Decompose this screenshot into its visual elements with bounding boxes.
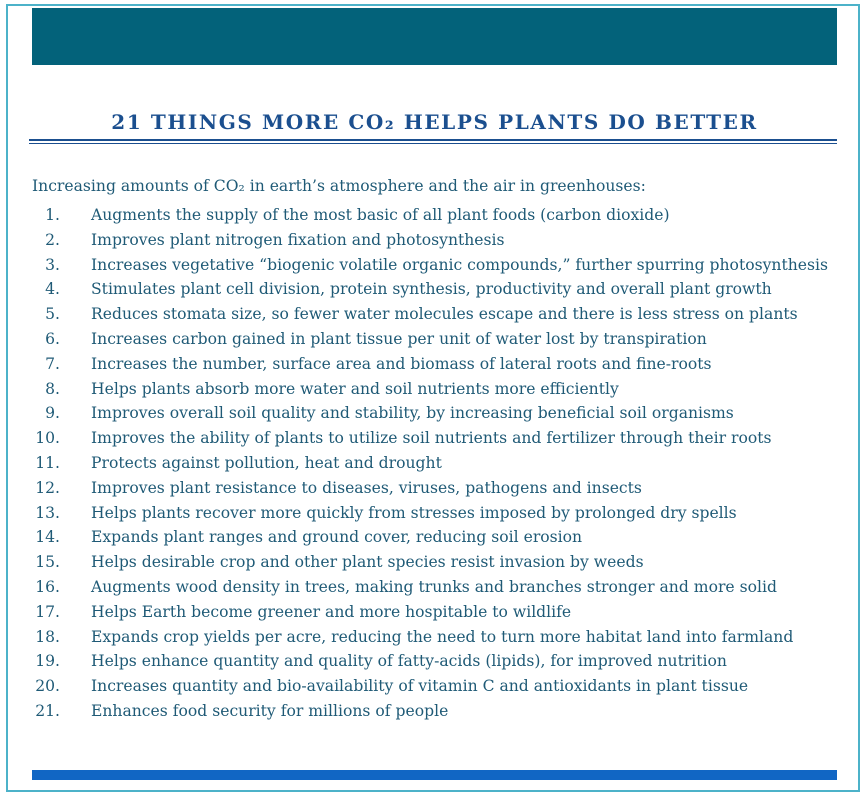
list-item-text: Improves plant resistance to diseases, viruses, pathogens and insects bbox=[91, 478, 642, 497]
list-item bbox=[32, 253, 842, 278]
list-item-number: 16. bbox=[35, 577, 60, 596]
list-item-number: 5. bbox=[45, 305, 60, 324]
list-item bbox=[32, 401, 842, 426]
title-divider-thin bbox=[29, 143, 837, 144]
list-item-number: 10. bbox=[35, 429, 60, 448]
list-item-text: Helps desirable crop and other plant species resist invasion by weeds bbox=[91, 553, 644, 572]
list-item-text: Improves plant nitrogen fixation and photosynthesis bbox=[91, 230, 505, 249]
list-item-number: 20. bbox=[35, 677, 60, 696]
list-item-number: 15. bbox=[35, 553, 60, 572]
list-item-number: 13. bbox=[35, 503, 60, 522]
list-item-text: Helps enhance quantity and quality of fatty-acids (lipids), for improved nutrition bbox=[91, 652, 727, 671]
list-item bbox=[32, 674, 842, 699]
list-item-number: 9. bbox=[45, 404, 60, 423]
list-item bbox=[32, 699, 842, 724]
list-item bbox=[32, 377, 842, 402]
list-item bbox=[32, 625, 842, 650]
list-item-number: 11. bbox=[35, 453, 60, 472]
list-item bbox=[32, 228, 842, 253]
list-item-text: Expands plant ranges and ground cover, reducing soil erosion bbox=[91, 528, 583, 547]
list-item-text: Increases quantity and bio-availability of vitamin C and antioxidants in plant tissue bbox=[91, 677, 749, 696]
list-item bbox=[32, 352, 842, 377]
list-item bbox=[32, 600, 842, 625]
benefits-list bbox=[32, 203, 842, 724]
list-item bbox=[32, 451, 842, 476]
list-item-text: Helps plants recover more quickly from stresses imposed by prolonged dry spells bbox=[91, 503, 737, 522]
list-item bbox=[32, 277, 842, 302]
list-item-number: 6. bbox=[45, 329, 60, 348]
list-item-text: Increases vegetative “biogenic volatile organic compounds,” further spurring photosynthesis bbox=[91, 255, 828, 274]
list-item-number: 8. bbox=[45, 379, 60, 398]
list-item-text: Enhances food security for millions of people bbox=[91, 701, 449, 720]
list-item-text: Augments the supply of the most basic of all plant foods (carbon dioxide) bbox=[91, 206, 670, 224]
list-item-text: Helps plants absorb more water and soil nutrients more efficiently bbox=[91, 379, 619, 398]
list-item-number: 19. bbox=[35, 652, 60, 671]
list-item-number: 4. bbox=[45, 280, 60, 299]
list-item bbox=[32, 203, 842, 228]
list-item-text: Increases carbon gained in plant tissue per unit of water lost by transpiration bbox=[91, 329, 707, 348]
list-item bbox=[32, 525, 842, 550]
list-item-text: Increases the number, surface area and biomass of lateral roots and fine-roots bbox=[91, 354, 712, 373]
list-item-text: Reduces stomata size, so fewer water molecules escape and there is less stress on plants bbox=[91, 305, 798, 324]
list-item-text: Augments wood density in trees, making trunks and branches stronger and more solid bbox=[91, 577, 777, 596]
list-item bbox=[32, 476, 842, 501]
page-title: 21 THINGS MORE CO₂ HELPS PLANTS DO BETTER bbox=[111, 110, 758, 134]
list-item-text: Stimulates plant cell division, protein synthesis, productivity and overall plant growth bbox=[91, 280, 772, 299]
list-item bbox=[32, 327, 842, 352]
header-band bbox=[32, 8, 837, 65]
list-item-number: 21. bbox=[35, 701, 60, 720]
list-item bbox=[32, 302, 842, 327]
list-item bbox=[32, 550, 842, 575]
list-item-number: 3. bbox=[45, 255, 60, 274]
intro-text: Increasing amounts of CO₂ in earth’s atmosphere and the air in greenhouses: bbox=[32, 177, 646, 195]
list-item bbox=[32, 501, 842, 526]
list-item bbox=[32, 426, 842, 451]
title-divider bbox=[29, 139, 837, 141]
list-item bbox=[32, 649, 842, 674]
footer-bar bbox=[32, 770, 837, 780]
list-item-text: Improves the ability of plants to utilize soil nutrients and fertilizer through their roots bbox=[91, 429, 772, 448]
list-item-number: 14. bbox=[35, 528, 60, 547]
list-item-text: Improves overall soil quality and stability, by increasing beneficial soil organisms bbox=[91, 404, 734, 423]
list-item-text: Expands crop yields per acre, reducing the need to turn more habitat land into farmland bbox=[91, 627, 794, 646]
list-item-number: 18. bbox=[35, 627, 60, 646]
list-item bbox=[32, 575, 842, 600]
list-item-number: 2. bbox=[45, 230, 60, 249]
list-item-number: 12. bbox=[35, 478, 60, 497]
list-item-number: 7. bbox=[45, 354, 60, 373]
list-item-text: Helps Earth become greener and more hospitable to wildlife bbox=[91, 602, 572, 621]
list-item-text: Protects against pollution, heat and drought bbox=[91, 453, 442, 472]
list-item-number: 17. bbox=[35, 602, 60, 621]
list-item-number: 1. bbox=[45, 206, 60, 224]
